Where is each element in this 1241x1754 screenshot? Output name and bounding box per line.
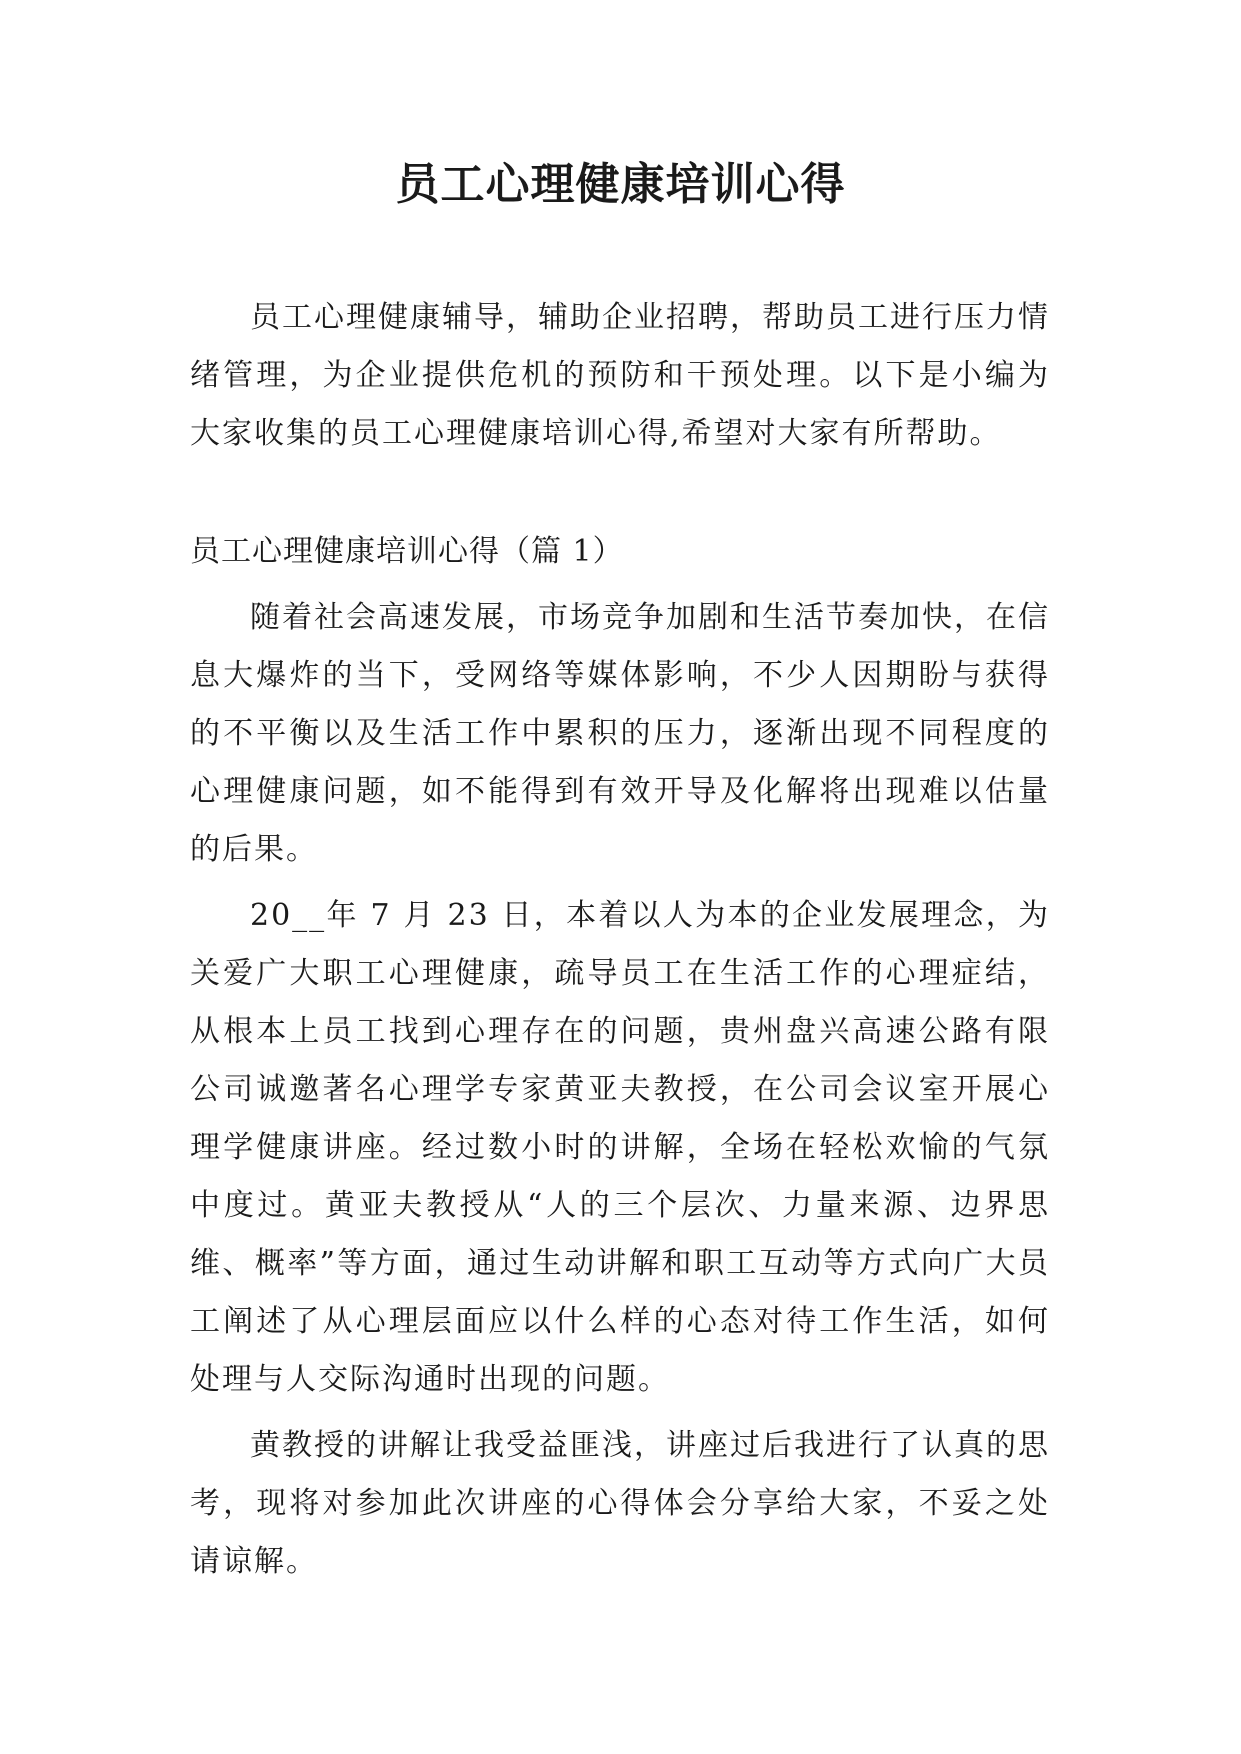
document-body [190,289,1050,1599]
section-heading: 员工心理健康培训心得（篇 1） [190,534,624,569]
body-paragraph-1: 随着社会高速发展，市场竞争加剧和生活节奏加快，在信息大爆炸的当下，受网络等媒体影响，不少人因期盼与获得的不平衡以及生活工作中累积的压力，逐渐出现不同程度的心理健康问题，如不能得到有效开导及化解将出现难以估量的后果。 [190,600,1050,867]
document-title: 员工心理健康培训心得 [395,159,846,210]
body-paragraph-2: 20__年 7 月 23 日，本着以人为本的企业发展理念，为关爱广大职工心理健康，疏导员工在生活工作的心理症结，从根本上员工找到心理存在的问题，贵州盘兴高速公路有限公司诚邀著名心理学专家黄亚夫教授，在公司会议室开展心理学健康讲座。经过数小时的讲解，全场在轻松欢愉的气氛中度过。黄亚夫教授从“人的三个层次、力量来源、边界思维、概率”等方面，通过生动讲解和职工互动等方式向广大员工阐述了从心理层面应以什么样的心态对待工作生活，如何处理与人交际沟通时出现的问题。 [190,898,1050,1397]
body-paragraph-3: 黄教授的讲解让我受益匪浅，讲座过后我进行了认真的思考，现将对参加此次讲座的心得体会分享给大家，不妥之处请谅解。 [190,1428,1050,1579]
intro-paragraph: 员工心理健康辅导，辅助企业招聘，帮助员工进行压力情绪管理，为企业提供危机的预防和干预处理。以下是小编为大家收集的员工心理健康培训心得,希望对大家有所帮助。 [190,300,1050,451]
